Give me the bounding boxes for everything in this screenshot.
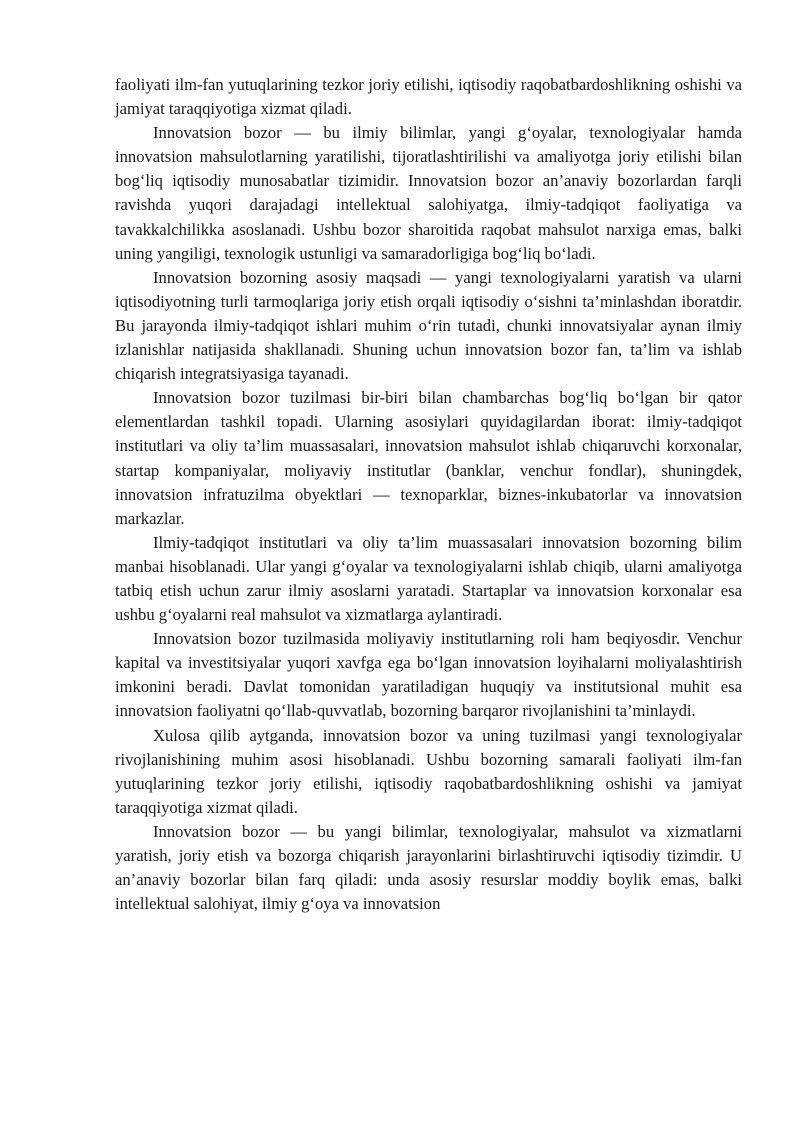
paragraph-3: Innovatsion bozorning asosiy maqsadi — yangi texnologiyalarni yaratish va ularni iqtisodiyotning turli tarmoqlariga joriy etish orqali iqtisodiy o‘sishni ta’minlashdan iboratdir. Bu jarayonda ilmiy-tadqiqot ishlari muhim o‘rin tutadi, chunki innovatsiyalar aynan ilmiy izlanishlar natijasida shakllanadi. Shuning uchun innovatsion bozor fan, ta’lim va ishlab chiqarish integratsiyasiga tayanadi.: [115, 267, 742, 384]
paragraph-5: Ilmiy-tadqiqot institutlari va oliy ta’lim muassasalari innovatsion bozorning bilim manbai hisoblanadi. Ular yangi g‘oyalar va texnologiyalarni ishlab chiqib, ularni amaliyotga tatbiq etish uchun zarur ilmiy asoslarni yaratadi. Startaplar va innovatsion korxonalar esa ushbu g‘oyalarni real mahsulot va xizmatlarga aylantiradi.: [115, 532, 742, 625]
paragraph-2: Innovatsion bozor — bu ilmiy bilimlar, yangi g‘oyalar, texnologiyalar hamda innovatsion mahsulotlarning yaratilishi, tijoratlashtirilishi va amaliyotga joriy etilishi bilan bog‘liq iqtisodiy munosabatlar tizimidir. Innovatsion bozor an’anaviy bozorlardan farqli ravishda yuqori darajadagi intellektual salohiyatga, ilmiy-tadqiqot faoliyatiga va tavakkalchilikka asoslanadi. Ushbu bozor sharoitida raqobat mahsulot narxiga emas, balki uning yangiligi, texnologik ustunligi va samaradorligiga bog‘liq bo‘ladi.: [115, 123, 742, 263]
document-page: [115, 73, 742, 916]
paragraph-7: Xulosa qilib aytganda, innovatsion bozor va uning tuzilmasi yangi texnologiyalar rivojlanishining muhim asosi hisoblanadi. Ushbu bozorning samarali faoliyati ilm-fan yutuqlarining tezkor joriy etilishi, iqtisodiy raqobatbardoshlikning oshishi va jamiyat taraqqiyotiga xizmat qiladi.: [115, 725, 742, 817]
paragraph-1: faoliyati ilm-fan yutuqlarining tezkor joriy etilishi, iqtisodiy raqobatbardoshlikning oshishi va jamiyat taraqqiyotiga xizmat qiladi.: [115, 75, 742, 119]
paragraph-6: Innovatsion bozor tuzilmasida moliyaviy institutlarning roli ham beqiyosdir. Venchur kapital va investitsiyalar yuqori xavfga ega bo‘lgan innovatsion loyihalarni moliyalashtirish imkonini beradi. Davlat tomonidan yaratiladigan huquqiy va institutsional muhit esa innovatsion faoliyatni qo‘llab-quvvatlab, bozorning barqaror rivojlanishini ta’minlaydi.: [115, 629, 742, 721]
paragraph-8: Innovatsion bozor — bu yangi bilimlar, texnologiyalar, mahsulot va xizmatlarni yaratish, joriy etish va bozorga chiqarish jarayonlarini birlashtiruvchi iqtisodiy tizimdir. U an’anaviy bozorlar bilan farq qiladi: unda asosiy resurslar moddiy boylik emas, balki intellektual salohiyat, ilmiy g‘oya va innovatsion: [115, 821, 742, 914]
paragraph-4: Innovatsion bozor tuzilmasi bir-biri bilan chambarchas bog‘liq bo‘lgan bir qator elementlardan tashkil topadi. Ularning asosiylari quyidagilardan iborat: ilmiy-tadqiqot institutlari va oliy ta’lim muassasalari, innovatsion mahsulot ishlab chiqaruvchi korxonalar, startap kompaniyalar, moliyaviy institutlar (banklar, venchur fondlar), shuningdek, innovatsion infratuzilma obyektlari — texnoparklar, biznes-inkubatorlar va innovatsion markazlar.: [115, 388, 742, 528]
